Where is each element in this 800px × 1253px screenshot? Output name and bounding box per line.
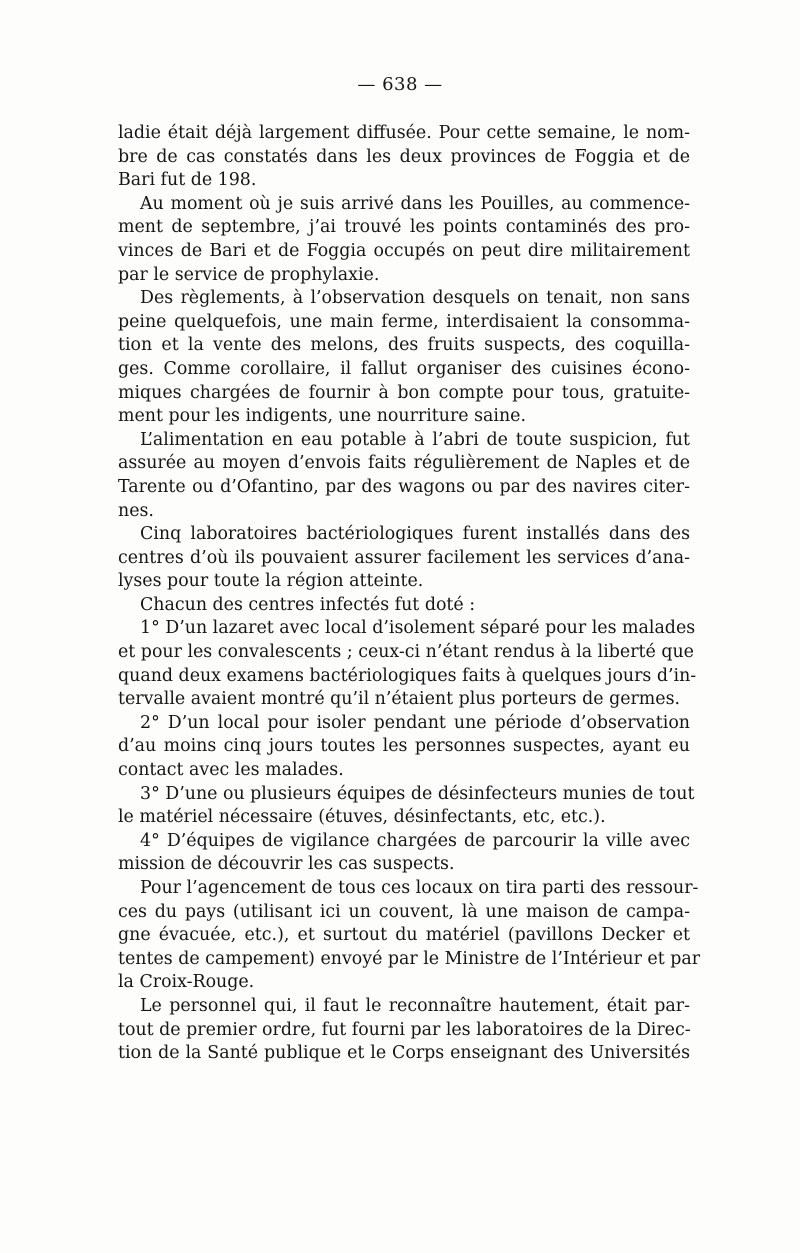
text-line: par le service de prophylaxie. xyxy=(118,264,380,285)
text-line: bre de cas constatés dans les deux provinces de Foggia et de xyxy=(118,146,690,167)
text-line: tion de la Santé publique et le Corps enseignant des Universités xyxy=(118,1043,690,1064)
page-number: — 638 — xyxy=(357,74,443,95)
text-line: tentes de campement) envoyé par le Ministre de l’Intérieur et par xyxy=(118,948,701,969)
text-line: ment pour les indigents, une nourriture saine. xyxy=(118,406,526,427)
text-line: tout de premier ordre, fut fourni par les laboratoires de la Direc- xyxy=(118,1019,691,1040)
text-line: ges. Comme corollaire, il fallut organiser des cuisines écono- xyxy=(118,358,690,379)
text-line: ladie était déjà largement diffusée. Pour cette semaine, le nom- xyxy=(118,123,690,143)
text-line: nes. xyxy=(118,500,154,521)
text-line: tion et la vente des melons, des fruits suspects, des coquilla- xyxy=(118,335,690,356)
body-text xyxy=(118,122,701,1066)
text-line: lyses pour toute la région atteinte. xyxy=(118,571,424,592)
text-line: 4° D’équipes de vigilance chargées de parcourir la ville avec xyxy=(140,830,690,851)
text-line: L’alimentation en eau potable à l’abri de toute suspicion, fut xyxy=(140,429,690,450)
text-line: assurée au moyen d’envois faits régulièrement de Naples et de xyxy=(118,453,690,474)
text-line: quand deux examens bactériologiques faits à quelques jours d’in- xyxy=(118,665,697,686)
text-line: mission de découvrir les cas suspects. xyxy=(118,854,455,875)
text-line: tervalle avaient montré qu’il n’étaient plus porteurs de germes. xyxy=(118,689,681,710)
text-line: d’au moins cinq jours toutes les personnes suspectes, ayant eu xyxy=(118,736,690,757)
text-line: Des règlements, à l’observation desquels on tenait, non sans xyxy=(140,288,690,309)
text-line: Au moment où je suis arrivé dans les Pouilles, au commence- xyxy=(140,193,690,214)
text-line: gne évacuée, etc.), et surtout du matériel (pavillons Decker et xyxy=(118,925,690,946)
text-line: ment de septembre, j’ai trouvé les points contaminés des pro- xyxy=(118,217,690,238)
text-line: miques chargées de fournir à bon compte pour tous, gratuite- xyxy=(118,382,690,403)
text-line: 2° D’un local pour isoler pendant une période d’observation xyxy=(140,712,690,733)
text-line: contact avec les malades. xyxy=(118,760,344,781)
text-line: Chacun des centres infectés fut doté : xyxy=(140,594,476,615)
text-line: vinces de Bari et de Foggia occupés on peut dire militairement xyxy=(118,240,690,261)
text-line: ces du pays (utilisant ici un couvent, là une maison de campa- xyxy=(118,901,690,922)
text-line: 1° D’un lazaret avec local d’isolement séparé pour les malades xyxy=(140,618,696,639)
text-line: Pour l’agencement de tous ces locaux on tira parti des ressour- xyxy=(140,878,699,898)
text-line: Tarente ou d’Ofantino, par des wagons ou par des navires citer- xyxy=(118,476,690,497)
text-line: peine quelquefois, une main ferme, interdisaient la consomma- xyxy=(118,311,690,332)
text-line: Bari fut de 198. xyxy=(118,170,257,191)
text-line: et pour les convalescents ; ceux-ci n’étant rendus à la liberté que xyxy=(118,642,694,663)
text-line: 3° D’une ou plusieurs équipes de désinfecteurs munies de tout xyxy=(140,783,695,804)
text-line: la Croix-Rouge. xyxy=(118,972,255,993)
text-line: centres d’où ils pouvaient assurer facilement les services d’ana- xyxy=(118,547,690,568)
text-line: Cinq laboratoires bactériologiques furent installés dans des xyxy=(140,524,690,545)
text-line: Le personnel qui, il faut le reconnaître hautement, était par- xyxy=(140,995,690,1016)
text-line: le matériel nécessaire (étuves, désinfectants, etc, etc.). xyxy=(118,807,606,828)
